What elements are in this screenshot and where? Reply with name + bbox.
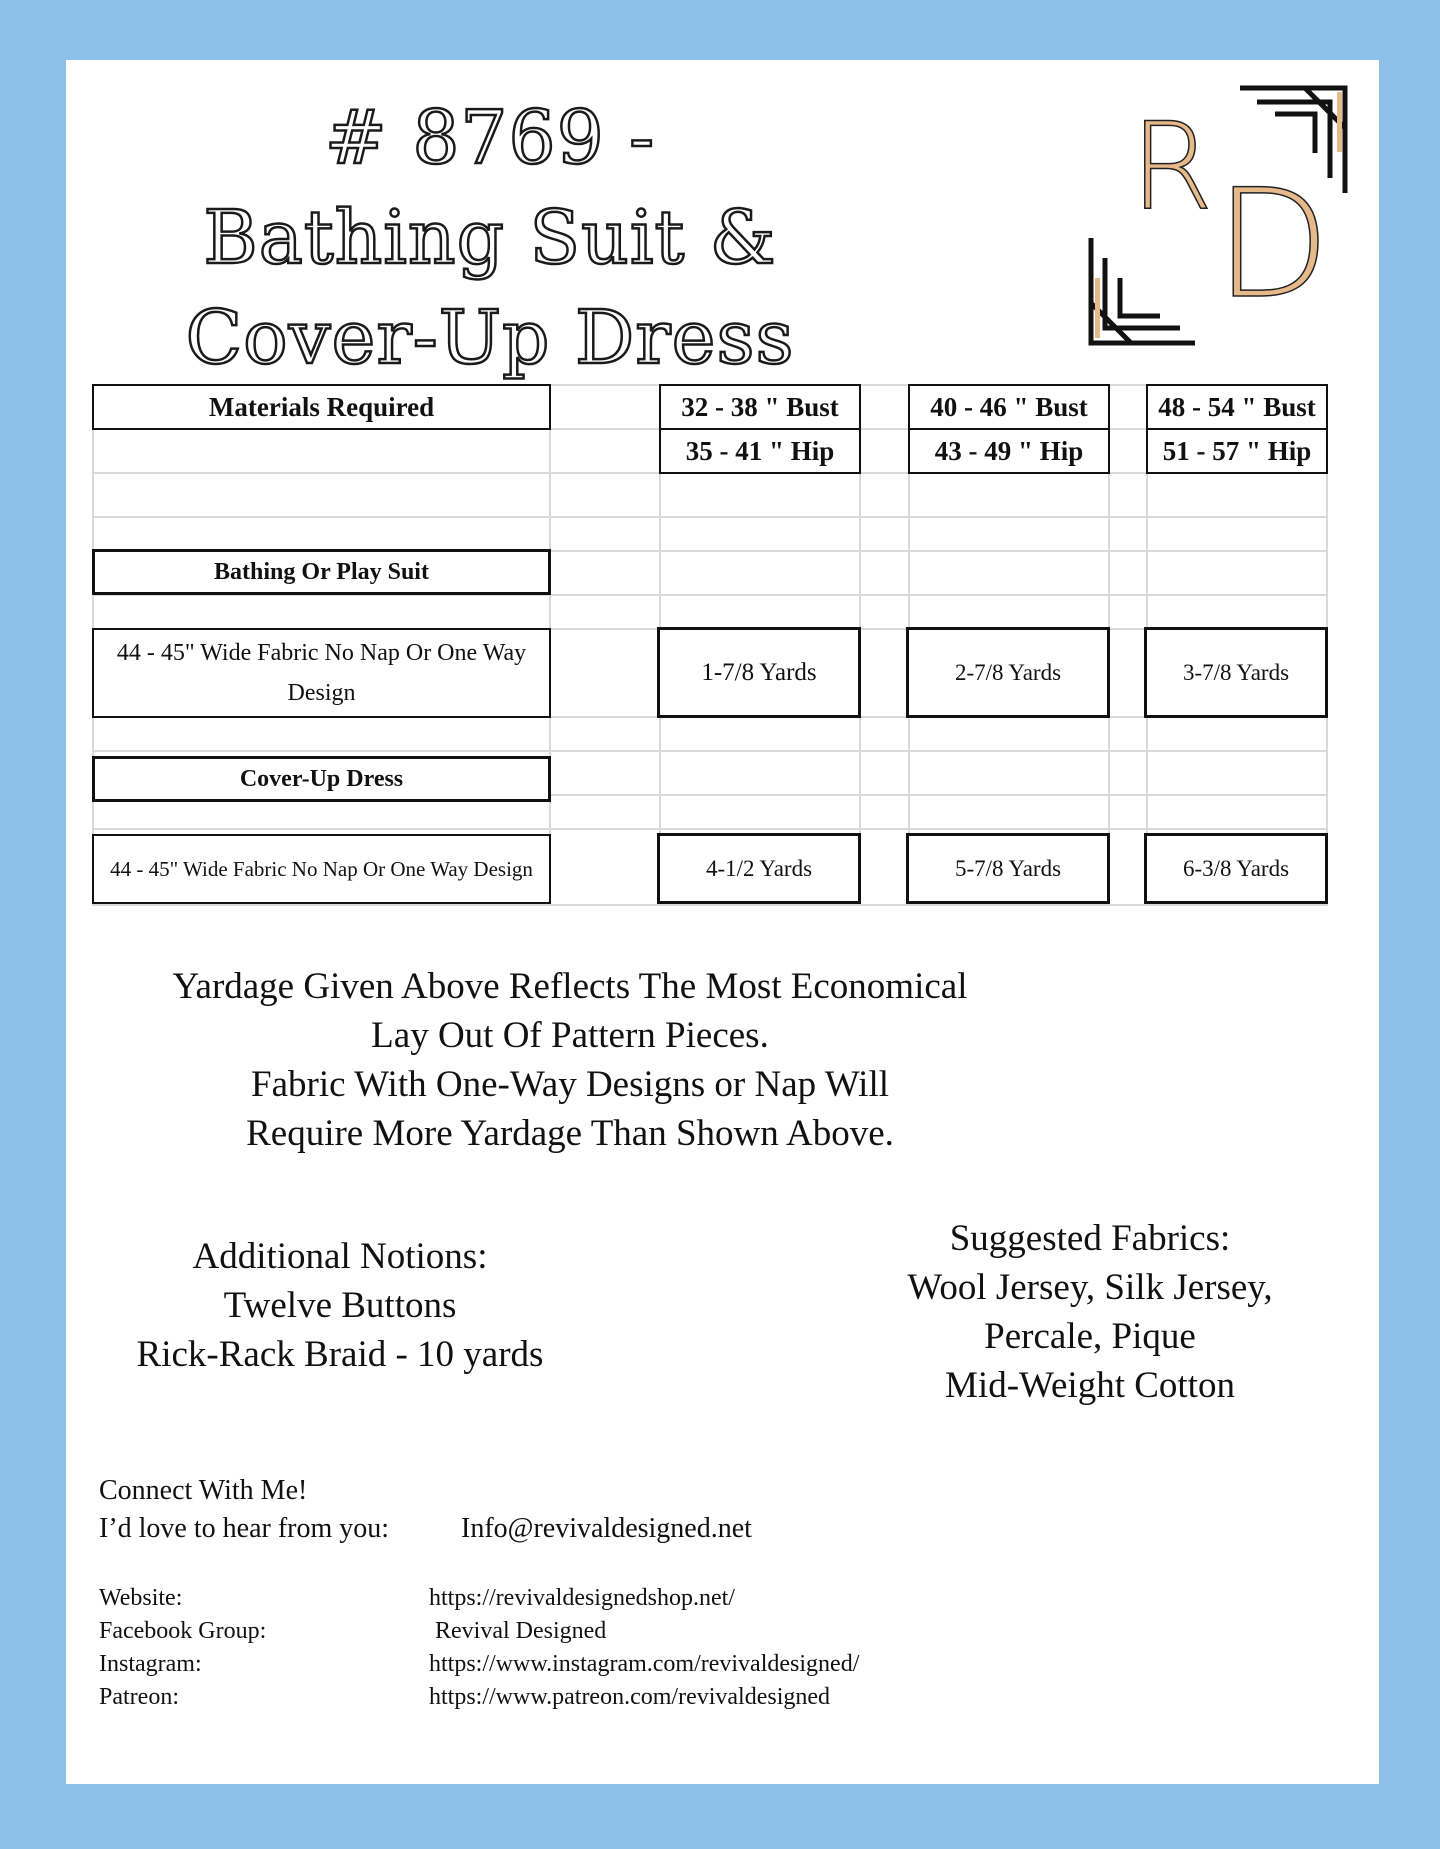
title-line-3: Cover-Up Dress — [185, 295, 795, 381]
link-label: Website: — [99, 1585, 183, 1611]
link-label: Patreon: — [99, 1684, 179, 1710]
contact-section — [99, 1472, 752, 1548]
suggested-fabrics — [840, 1214, 1340, 1410]
link-label: Instagram: — [99, 1651, 202, 1677]
yardage-note-line: Require More Yardage Than Shown Above. — [246, 1113, 894, 1154]
website-link[interactable]: https://revivaldesignedshop.net/ — [429, 1585, 735, 1611]
link-row-facebook — [99, 1615, 859, 1648]
title-line-2: Bathing Suit & — [203, 195, 777, 281]
link-label: Facebook Group: — [99, 1618, 267, 1644]
size-3-hip: 51 - 57 " Hip — [1146, 428, 1328, 474]
section-bathing-suit: Bathing Or Play Suit — [92, 549, 551, 595]
patreon-link[interactable]: https://www.patreon.com/revivaldesigned — [429, 1684, 831, 1710]
size-1-bust: 32 - 38 " Bust — [659, 384, 861, 430]
facebook-group-link[interactable]: Revival Designed — [429, 1618, 607, 1644]
bathing-suit-yardage-size-1: 1-7/8 Yards — [657, 627, 861, 718]
bathing-suit-yardage-size-2: 2-7/8 Yards — [906, 627, 1110, 718]
logo-letter-d: D — [1215, 158, 1331, 332]
link-row-patreon — [99, 1681, 859, 1714]
size-1-hip: 35 - 41 " Hip — [659, 428, 861, 474]
size-2-hip: 43 - 49 " Hip — [908, 428, 1110, 474]
notion-item: Rick-Rack Braid - 10 yards — [136, 1334, 544, 1375]
cover-up-yardage-size-2: 5-7/8 Yards — [906, 833, 1110, 904]
revival-designed-logo — [1075, 78, 1365, 358]
fabric-item: Wool Jersey, Silk Jersey, — [907, 1267, 1273, 1308]
notions-heading: Additional Notions: — [192, 1236, 488, 1277]
contact-email-link[interactable]: Info@revivaldesigned.net — [461, 1513, 752, 1544]
logo-letter-r: R — [1130, 98, 1214, 237]
fabric-item: Percale, Pique — [984, 1316, 1196, 1357]
fabric-item: Mid-Weight Cotton — [945, 1365, 1235, 1406]
section-cover-up-dress: Cover-Up Dress — [92, 756, 551, 802]
contact-prompt: I’d love to hear from you: — [99, 1513, 390, 1544]
pattern-number: # 8769 - — [324, 95, 656, 181]
cover-up-yardage-size-3: 6-3/8 Yards — [1144, 833, 1328, 904]
bathing-suit-fabric: 44 - 45" Wide Fabric No Nap Or One Way Design — [92, 628, 551, 718]
links-list — [99, 1582, 859, 1714]
instagram-link[interactable]: https://www.instagram.com/revivaldesigned/ — [429, 1651, 860, 1677]
link-row-instagram — [99, 1648, 859, 1681]
yardage-note-line: Lay Out Of Pattern Pieces. — [371, 1015, 769, 1056]
size-3-bust: 48 - 54 " Bust — [1146, 384, 1328, 430]
additional-notions — [90, 1232, 590, 1379]
materials-required-header: Materials Required — [92, 384, 551, 430]
connect-heading: Connect With Me! — [99, 1475, 308, 1506]
size-2-bust: 40 - 46 " Bust — [908, 384, 1110, 430]
fabrics-heading: Suggested Fabrics: — [949, 1218, 1231, 1259]
yardage-note — [170, 962, 970, 1158]
cover-up-fabric: 44 - 45" Wide Fabric No Nap Or One Way Design — [92, 834, 551, 904]
link-row-website — [99, 1582, 859, 1615]
yardage-note-line: Fabric With One-Way Designs or Nap Will — [251, 1064, 889, 1105]
notion-item: Twelve Buttons — [223, 1285, 457, 1326]
yardage-note-line: Yardage Given Above Reflects The Most Economical — [172, 966, 968, 1007]
bathing-suit-yardage-size-3: 3-7/8 Yards — [1144, 627, 1328, 718]
cover-up-yardage-size-1: 4-1/2 Yards — [657, 833, 861, 904]
pattern-title — [160, 88, 820, 388]
materials-table — [92, 384, 1328, 904]
